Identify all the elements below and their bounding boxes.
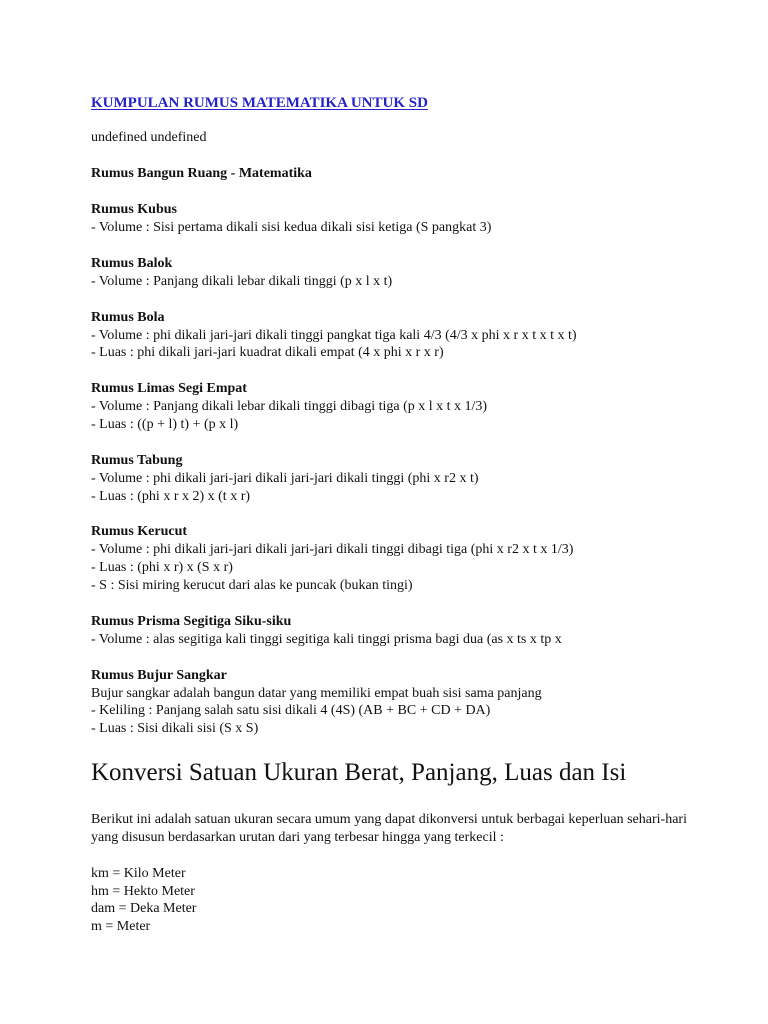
formula-line: - Luas : phi dikali jari-jari kuadrat dikali empat (4 x phi x r x r)	[91, 345, 444, 361]
formula-block-balok	[91, 255, 731, 291]
formula-line: - Luas : Sisi dikali sisi (S x S)	[91, 721, 259, 737]
formula-block-limas	[91, 380, 731, 434]
formula-line: - Volume : phi dikali jari-jari dikali tinggi pangkat tiga kali 4/3 (4/3 x phi x r x t x t x t)	[91, 327, 577, 343]
title-link[interactable]: KUMPULAN RUMUS MATEMATIKA UNTUK SD	[91, 95, 428, 111]
formula-line: - Volume : phi dikali jari-jari dikali jari-jari dikali tinggi dibagi tiga (phi x r2 x t x 1/3)	[91, 542, 574, 558]
formula-line: - Keliling : Panjang salah satu sisi dikali 4 (4S) (AB + BC + CD + DA)	[91, 703, 491, 719]
konversi-paragraph: Berikut ini adalah satuan ukuran secara umum yang dapat dikonversi untuk berbagai keperluan sehari-hari yang disusun berdasarkan urutan dari yang terbesar hingga yang terkecil :	[91, 811, 687, 845]
formula-heading: Rumus Limas Segi Empat	[91, 381, 247, 397]
document-page	[91, 92, 731, 936]
document-header	[91, 92, 731, 147]
formula-line: Bujur sangkar adalah bangun datar yang memiliki empat buah sisi sama panjang	[91, 685, 542, 701]
formula-block-kerucut	[91, 523, 731, 594]
formula-block-tabung	[91, 452, 731, 506]
section-heading: Rumus Bangun Ruang - Matematika	[91, 166, 312, 181]
formula-line: - Volume : Panjang dikali lebar dikali tinggi dibagi tiga (p x l x t x 1/3)	[91, 399, 488, 415]
formula-block-kubus	[91, 201, 731, 237]
unit-item: hm = Hekto Meter	[91, 883, 195, 899]
formula-heading: Rumus Kubus	[91, 202, 177, 217]
unit-item: km = Kilo Meter	[91, 865, 186, 881]
formula-line: - Luas : (phi x r) x (S x r)	[91, 560, 233, 576]
unit-item: m = Meter	[91, 919, 151, 935]
formula-heading: Rumus Balok	[91, 255, 173, 271]
formula-block-prisma	[91, 613, 731, 649]
unit-item: dam = Deka Meter	[91, 901, 197, 917]
formula-heading: Rumus Kerucut	[91, 524, 188, 540]
formula-line: - Volume : phi dikali jari-jari dikali jari-jari dikali tinggi (phi x r2 x t)	[91, 470, 479, 486]
konversi-heading: Konversi Satuan Ukuran Berat, Panjang, Luas dan Isi	[91, 758, 627, 786]
unit-list	[91, 865, 731, 936]
formula-heading: Rumus Tabung	[91, 452, 183, 468]
formula-block-bujur-sangkar	[91, 667, 731, 738]
formula-line: - Volume : Panjang dikali lebar dikali tinggi (p x l x t)	[91, 273, 393, 289]
formula-heading: Rumus Bola	[91, 309, 165, 325]
formula-heading: Rumus Bujur Sangkar	[91, 667, 227, 683]
meta-text: undefined undefined	[91, 130, 207, 145]
formula-block-bola	[91, 309, 731, 363]
formula-line: - S : Sisi miring kerucut dari alas ke puncak (bukan tingi)	[91, 577, 413, 593]
formula-line: - Volume : alas segitiga kali tinggi segitiga kali tinggi prisma bagi dua (as x ts x tp x	[91, 631, 562, 647]
formula-heading: Rumus Prisma Segitiga Siku-siku	[91, 613, 292, 629]
formula-line: - Luas : ((p + l) t) + (p x l)	[91, 416, 239, 432]
formula-line: - Luas : (phi x r x 2) x (t x r)	[91, 488, 251, 504]
formula-line: - Volume : Sisi pertama dikali sisi kedua dikali sisi ketiga (S pangkat 3)	[91, 220, 492, 235]
